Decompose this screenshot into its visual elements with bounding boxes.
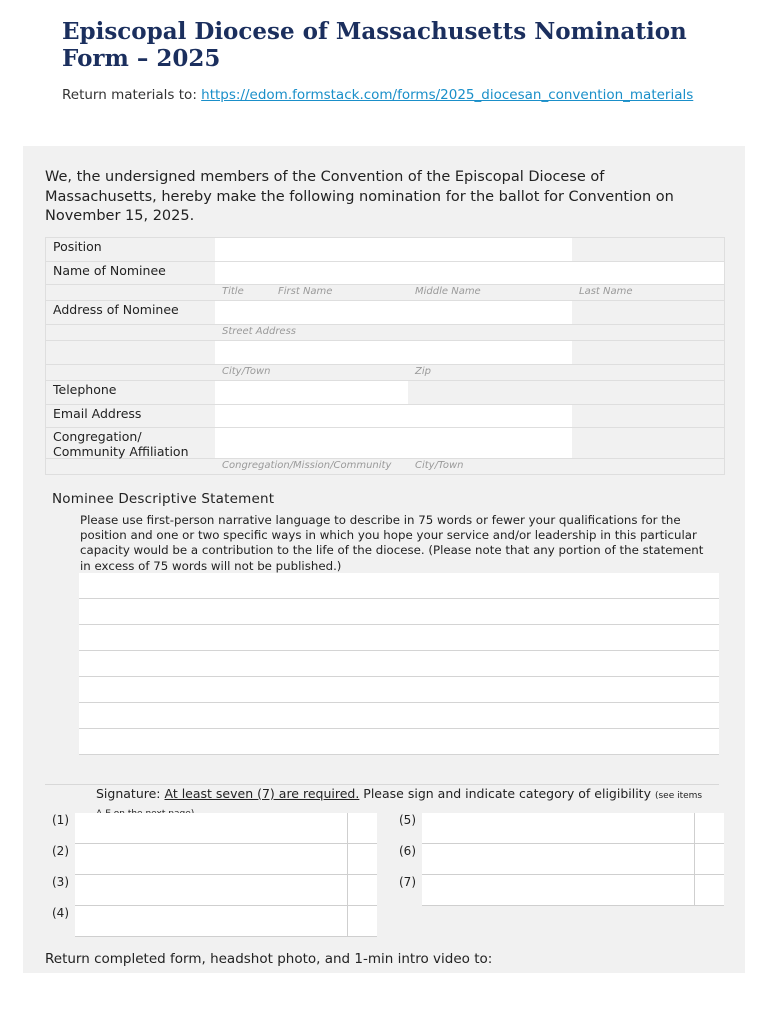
sub-last-name: Last Name bbox=[579, 286, 633, 297]
city-zip-field[interactable] bbox=[215, 341, 572, 364]
category-field-4[interactable] bbox=[348, 906, 377, 937]
signature-number: (6) bbox=[399, 844, 416, 858]
signature-number: (7) bbox=[399, 875, 416, 889]
street-address-field[interactable] bbox=[215, 301, 572, 324]
signature-number: (4) bbox=[52, 906, 69, 920]
signature-number: (3) bbox=[52, 875, 69, 889]
signature-number: (2) bbox=[52, 844, 69, 858]
table-rule bbox=[45, 364, 725, 365]
sub-street: Street Address bbox=[222, 326, 297, 337]
signature-field-5[interactable] bbox=[422, 813, 695, 844]
return-instructions bbox=[62, 87, 693, 103]
signature-number: (1) bbox=[52, 813, 69, 827]
signature-lead: Signature: bbox=[96, 786, 165, 801]
signature-field-6[interactable] bbox=[422, 844, 695, 875]
category-field-3[interactable] bbox=[348, 875, 377, 906]
statement-line bbox=[79, 728, 719, 729]
table-rule bbox=[45, 324, 725, 325]
category-field-2[interactable] bbox=[348, 844, 377, 875]
table-rule bbox=[45, 237, 46, 475]
signature-required: At least seven (7) are required. bbox=[164, 786, 360, 801]
sub-zip: Zip bbox=[415, 366, 431, 377]
position-field[interactable] bbox=[215, 238, 572, 261]
telephone-field[interactable] bbox=[215, 381, 408, 404]
telephone-label: Telephone bbox=[53, 382, 117, 397]
congregation-label: Congregation/ Community Affiliation bbox=[53, 429, 189, 459]
category-field-7[interactable] bbox=[695, 875, 724, 906]
nomination-intro: We, the undersigned members of the Convention of the Episcopal Diocese of Massachusetts, hereby make the following nomination for the ballot for Convention on November 15, 2025. bbox=[45, 169, 674, 224]
nominee-name-field[interactable] bbox=[215, 262, 724, 284]
statement-line bbox=[79, 598, 719, 599]
statement-line bbox=[79, 702, 719, 703]
table-rule bbox=[724, 237, 725, 475]
footer-return-note: Return completed form, headshot photo, and 1-min intro video to: bbox=[45, 951, 493, 967]
category-field-1[interactable] bbox=[348, 813, 377, 844]
signature-field-7[interactable] bbox=[422, 875, 695, 906]
statement-line bbox=[79, 624, 719, 625]
signature-note: (see items bbox=[654, 791, 703, 801]
sub-title: Title bbox=[222, 286, 244, 297]
table-rule bbox=[45, 284, 725, 285]
email-label: Email Address bbox=[53, 406, 142, 421]
table-rule bbox=[45, 474, 725, 475]
sub-first-name: First Name bbox=[278, 286, 333, 297]
statement-heading: Nominee Descriptive Statement bbox=[52, 491, 275, 507]
signature-field-1[interactable] bbox=[75, 813, 348, 844]
return-link[interactable]: https://edom.formstack.com/forms/2025_diocesan_convention_materials bbox=[201, 87, 694, 103]
signature-number: (5) bbox=[399, 813, 416, 827]
statement-line bbox=[79, 676, 719, 677]
sub-cong-city: City/Town bbox=[415, 460, 464, 471]
statement-line bbox=[79, 754, 719, 755]
signature-field-4[interactable] bbox=[75, 906, 348, 937]
congregation-field[interactable] bbox=[215, 428, 572, 458]
category-field-6[interactable] bbox=[695, 844, 724, 875]
signature-rest: Please sign and indicate category of eligibility bbox=[359, 786, 655, 801]
statement-instructions: Please use first-person narrative language to describe in 75 words or fewer your qualifications for the position and one or two specific ways in which you hope your service and/or leadership in this particular capacity would be a contribution to the life of the diocese. (Please note that any portion of the statement in excess of 75 words will not be published.) bbox=[80, 513, 704, 573]
sub-city: City/Town bbox=[222, 366, 271, 377]
signature-field-3[interactable] bbox=[75, 875, 348, 906]
form-title: Episcopal Diocese of Massachusetts Nomination Form – 2025 bbox=[62, 18, 687, 72]
statement-line bbox=[79, 650, 719, 651]
signature-divider bbox=[45, 784, 719, 785]
position-label: Position bbox=[53, 239, 102, 254]
email-field[interactable] bbox=[215, 405, 572, 427]
name-label: Name of Nominee bbox=[53, 263, 166, 278]
sub-congregation: Congregation/Mission/Community bbox=[222, 460, 392, 471]
address-label: Address of Nominee bbox=[53, 302, 179, 317]
category-field-5[interactable] bbox=[695, 813, 724, 844]
sub-middle-name: Middle Name bbox=[415, 286, 481, 297]
return-prefix: Return materials to: bbox=[62, 87, 202, 103]
signature-field-2[interactable] bbox=[75, 844, 348, 875]
